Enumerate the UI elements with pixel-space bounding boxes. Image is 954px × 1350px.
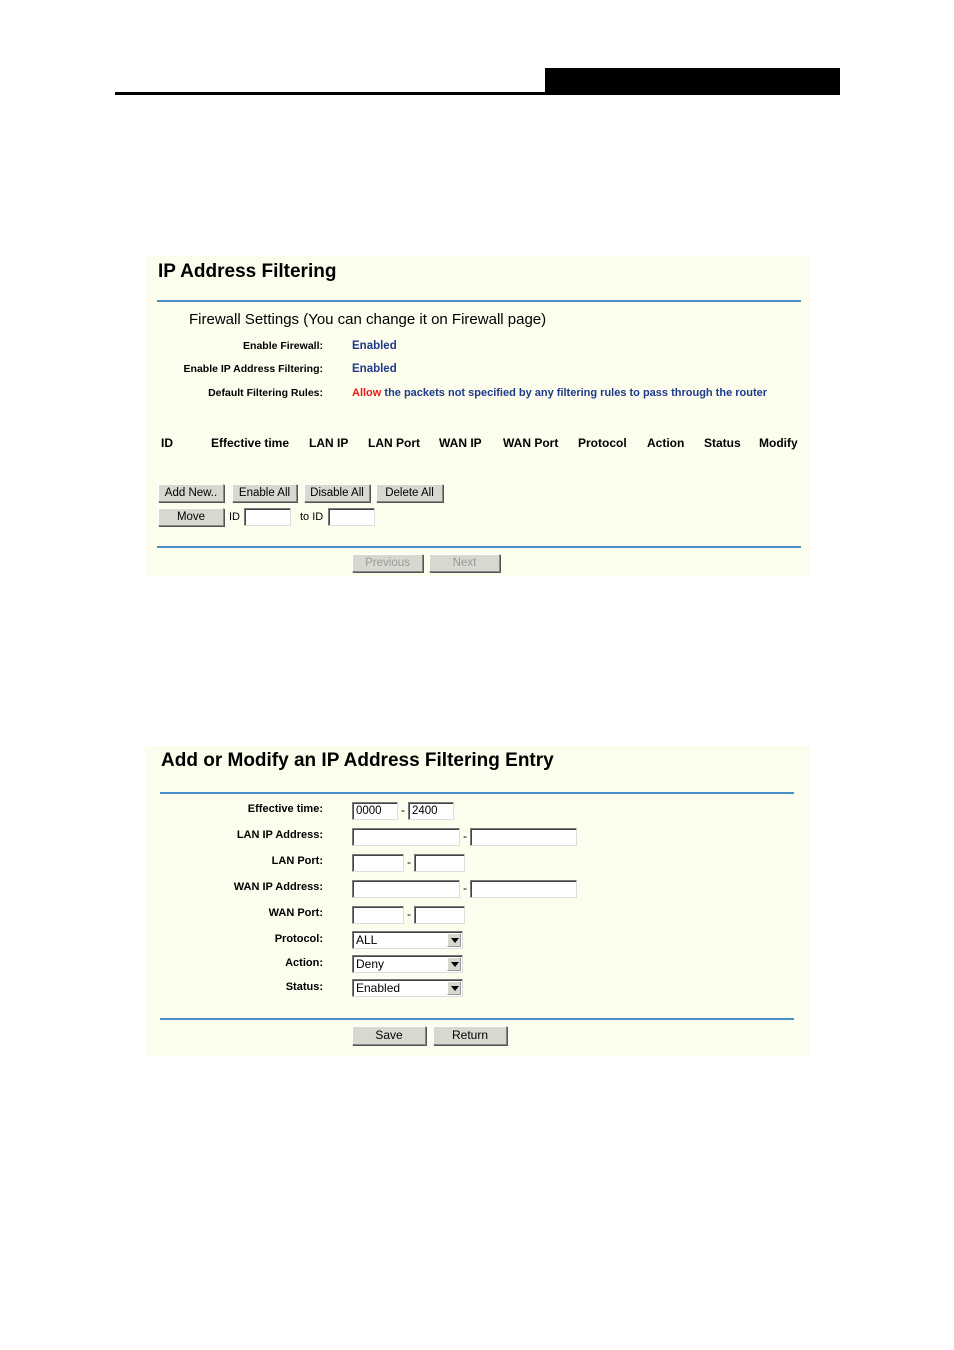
divider (157, 546, 801, 548)
return-button[interactable]: Return (433, 1026, 507, 1045)
delete-all-button[interactable]: Delete All (376, 484, 443, 502)
protocol-select[interactable] (352, 931, 463, 949)
enable-ip-filtering-value: Enabled (352, 363, 397, 375)
column-effective-time: Effective time (211, 436, 290, 450)
column-lan-port: LAN Port (368, 436, 420, 450)
column-status: Status (704, 436, 741, 450)
lan-port-from-input[interactable] (352, 854, 404, 872)
effective-time-label: Effective time: (247, 803, 323, 815)
wan-port-from-input[interactable] (352, 906, 404, 924)
lan-port-label: LAN Port: (271, 855, 323, 867)
move-button[interactable]: Move (158, 508, 224, 526)
move-to-id-input[interactable] (328, 508, 375, 526)
lan-ip-to-input[interactable] (470, 828, 577, 846)
move-from-id-input[interactable] (244, 508, 291, 526)
action-selected-value: Deny (356, 957, 385, 971)
column-id: ID (161, 436, 173, 450)
status-select[interactable] (352, 979, 463, 997)
next-button[interactable]: Next (429, 554, 500, 572)
range-dash: - (407, 855, 411, 869)
effective-time-to-input[interactable]: 2400 (408, 802, 454, 820)
enable-all-button[interactable]: Enable All (232, 484, 297, 502)
protocol-label: Protocol: (274, 933, 323, 945)
add-modify-entry-panel (145, 746, 810, 1056)
range-dash: - (401, 803, 405, 817)
wan-port-to-input[interactable] (414, 906, 465, 924)
move-id-label: ID (229, 511, 240, 523)
column-action: Action (647, 436, 685, 450)
action-label: Action: (285, 957, 323, 969)
chevron-down-icon[interactable] (447, 981, 461, 995)
action-select[interactable] (352, 955, 463, 973)
status-selected-value: Enabled (356, 981, 401, 995)
effective-time-from-input[interactable]: 0000 (352, 802, 398, 820)
previous-button[interactable]: Previous (352, 554, 423, 572)
status-label: Status: (285, 981, 323, 993)
header-black-block (545, 68, 840, 95)
wan-ip-label: WAN IP Address: (233, 881, 323, 893)
column-modify: Modify (759, 436, 798, 450)
save-button[interactable]: Save (352, 1026, 426, 1045)
enable-firewall-label: Enable Firewall: (243, 340, 323, 352)
column-lan-ip: LAN IP (309, 436, 349, 450)
firewall-settings-heading: Firewall Settings (You can change it on Firewall page) (189, 311, 547, 328)
disable-all-button[interactable]: Disable All (304, 484, 370, 502)
allow-keyword: Allow (352, 387, 382, 399)
header-rule (115, 92, 840, 95)
column-wan-ip: WAN IP (439, 436, 482, 450)
wan-ip-to-input[interactable] (470, 880, 577, 898)
lan-ip-label: LAN IP Address: (236, 829, 323, 841)
range-dash: - (463, 829, 467, 843)
entry-title: Add or Modify an IP Address Filtering Entry (161, 750, 554, 771)
move-to-id-label: to ID (300, 511, 324, 523)
range-dash: - (407, 907, 411, 921)
column-wan-port: WAN Port (503, 436, 559, 450)
lan-port-to-input[interactable] (414, 854, 465, 872)
wan-ip-from-input[interactable] (352, 880, 460, 898)
enable-firewall-value: Enabled (352, 340, 397, 352)
column-protocol: Protocol (578, 436, 627, 450)
default-rules-label: Default Filtering Rules: (208, 387, 323, 399)
chevron-down-icon[interactable] (447, 957, 461, 971)
default-rules-text: the packets not specified by any filtering rules to pass through the router (381, 387, 768, 399)
divider (160, 1018, 794, 1020)
page-title: IP Address Filtering (158, 261, 337, 282)
add-new-button[interactable]: Add New.. (158, 484, 224, 502)
protocol-selected-value: ALL (356, 933, 378, 947)
wan-port-label: WAN Port: (268, 907, 323, 919)
default-rules-value (352, 387, 767, 399)
chevron-down-icon[interactable] (447, 933, 461, 947)
enable-ip-filtering-label: Enable IP Address Filtering: (183, 363, 323, 375)
lan-ip-from-input[interactable] (352, 828, 460, 846)
ip-filtering-panel (145, 256, 810, 576)
divider (157, 300, 801, 302)
range-dash: - (463, 881, 467, 895)
divider (160, 792, 794, 794)
